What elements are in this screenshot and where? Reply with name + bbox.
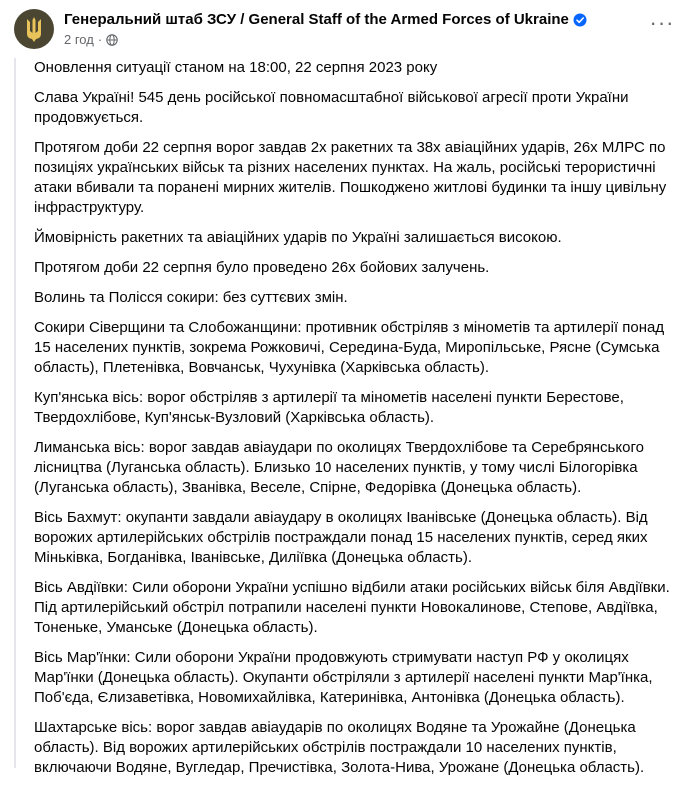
- post-paragraph: Ймовірність ракетних та авіаційних ударів по Україні залишається високою.: [34, 229, 562, 246]
- post-paragraph: Протягом доби 22 серпня ворог завдав 2х ракетних та 38х авіаційних ударів, 26х МЛРС по позиціях українських військ та різних населених пунктах. На жаль, російські терористичні атаки вбивали та поранені мирних жителів. Пошкоджено житлові будинки та іншу цивільну інфраструктуру.: [34, 139, 667, 216]
- post-timestamp[interactable]: 2 год: [64, 32, 94, 47]
- more-options-button[interactable]: ···: [649, 10, 675, 35]
- post-paragraph: Слава Україні! 545 день російської повномасштабної військової агресії проти України продовжується.: [34, 89, 629, 126]
- page-name-link[interactable]: Генеральний штаб ЗСУ / General Staff of the Armed Forces of Ukraine: [64, 11, 569, 28]
- globe-icon: [106, 34, 118, 46]
- post-body: [34, 58, 674, 788]
- post-paragraph: Вісь Бахмут: окупанти завдали авіаудару в околицях Іванівське (Донецька область). Від ворожих артилерійських обстрілів постраждали понад 15 населених пунктів, серед яких Міньківка, Богданівка, Іванівське, Диліївка (Донецька область).: [34, 509, 648, 566]
- trident-emblem-icon: [14, 9, 54, 49]
- post-paragraph: Куп'янська вісь: ворог обстріляв з артилерії та мінометів населені пункти Берестове, Твердохлібове, Куп'янськ-Вузловий (Харківська область).: [34, 389, 624, 426]
- verified-badge-icon: [573, 13, 587, 27]
- post-paragraph: Вісь Мар'їнки: Сили оборони України продовжують стримувати наступ РФ у околицях Мар'їнки (Донецька область). Окупанти обстріляли з артилерії населені пункти Мар'їнка, Поб'єда, Єлизаветівка, Новомихайлівка, Катеринівка, Антонівка (Донецька область).: [34, 649, 653, 706]
- quote-bar: [14, 58, 16, 768]
- post-paragraph: Протягом доби 22 серпня було проведено 26х бойових залучень.: [34, 259, 490, 276]
- meta-separator: ·: [97, 32, 103, 47]
- post-header: [0, 0, 693, 56]
- post-paragraph: Шахтарське вісь: ворог завдав авіаударів по околицях Водяне та Урожайне (Донецька область). Від ворожих артилерійських обстрілів постраждали 10 населених пунктів, включаючи Водяне, Вугледар, Пречистівка, Золота-Нива, Урожане (Донецька область).: [34, 719, 645, 776]
- post-paragraph: Сокири Сіверщини та Слобожанщини: противник обстріляв з мінометів та артилерії понад 15 населених пунктів, зокрема Рожковичі, Середина-Буда, Миропільське, Рясне (Сумська область), Плетенівка, Вовчанськ, Чухунівка (Харківська область).: [34, 319, 665, 376]
- page-avatar[interactable]: [14, 9, 54, 49]
- post-paragraph: Вісь Авдіївки: Сили оборони України успішно відбили атаки російських військ біля Авдіївки. Під артилерійський обстріл потрапили населені пункти Новокалинове, Степове, Авдіївка, Тоненьке, Уманське (Донецька область).: [34, 579, 670, 636]
- post-paragraph: Оновлення ситуації станом на 18:00, 22 серпня 2023 року: [34, 59, 438, 76]
- post-paragraph: Волинь та Полісся сокири: без суттєвих змін.: [34, 289, 348, 306]
- post-paragraph: Лиманська вісь: ворог завдав авіаудари по околицях Твердохлібове та Серебрянського лісництва (Луганська область). Близько 10 населених пунктів, у тому числі Білогорівка (Луганська область), Званівка, Веселе, Спірне, Федорівка (Донецька область).: [34, 439, 644, 496]
